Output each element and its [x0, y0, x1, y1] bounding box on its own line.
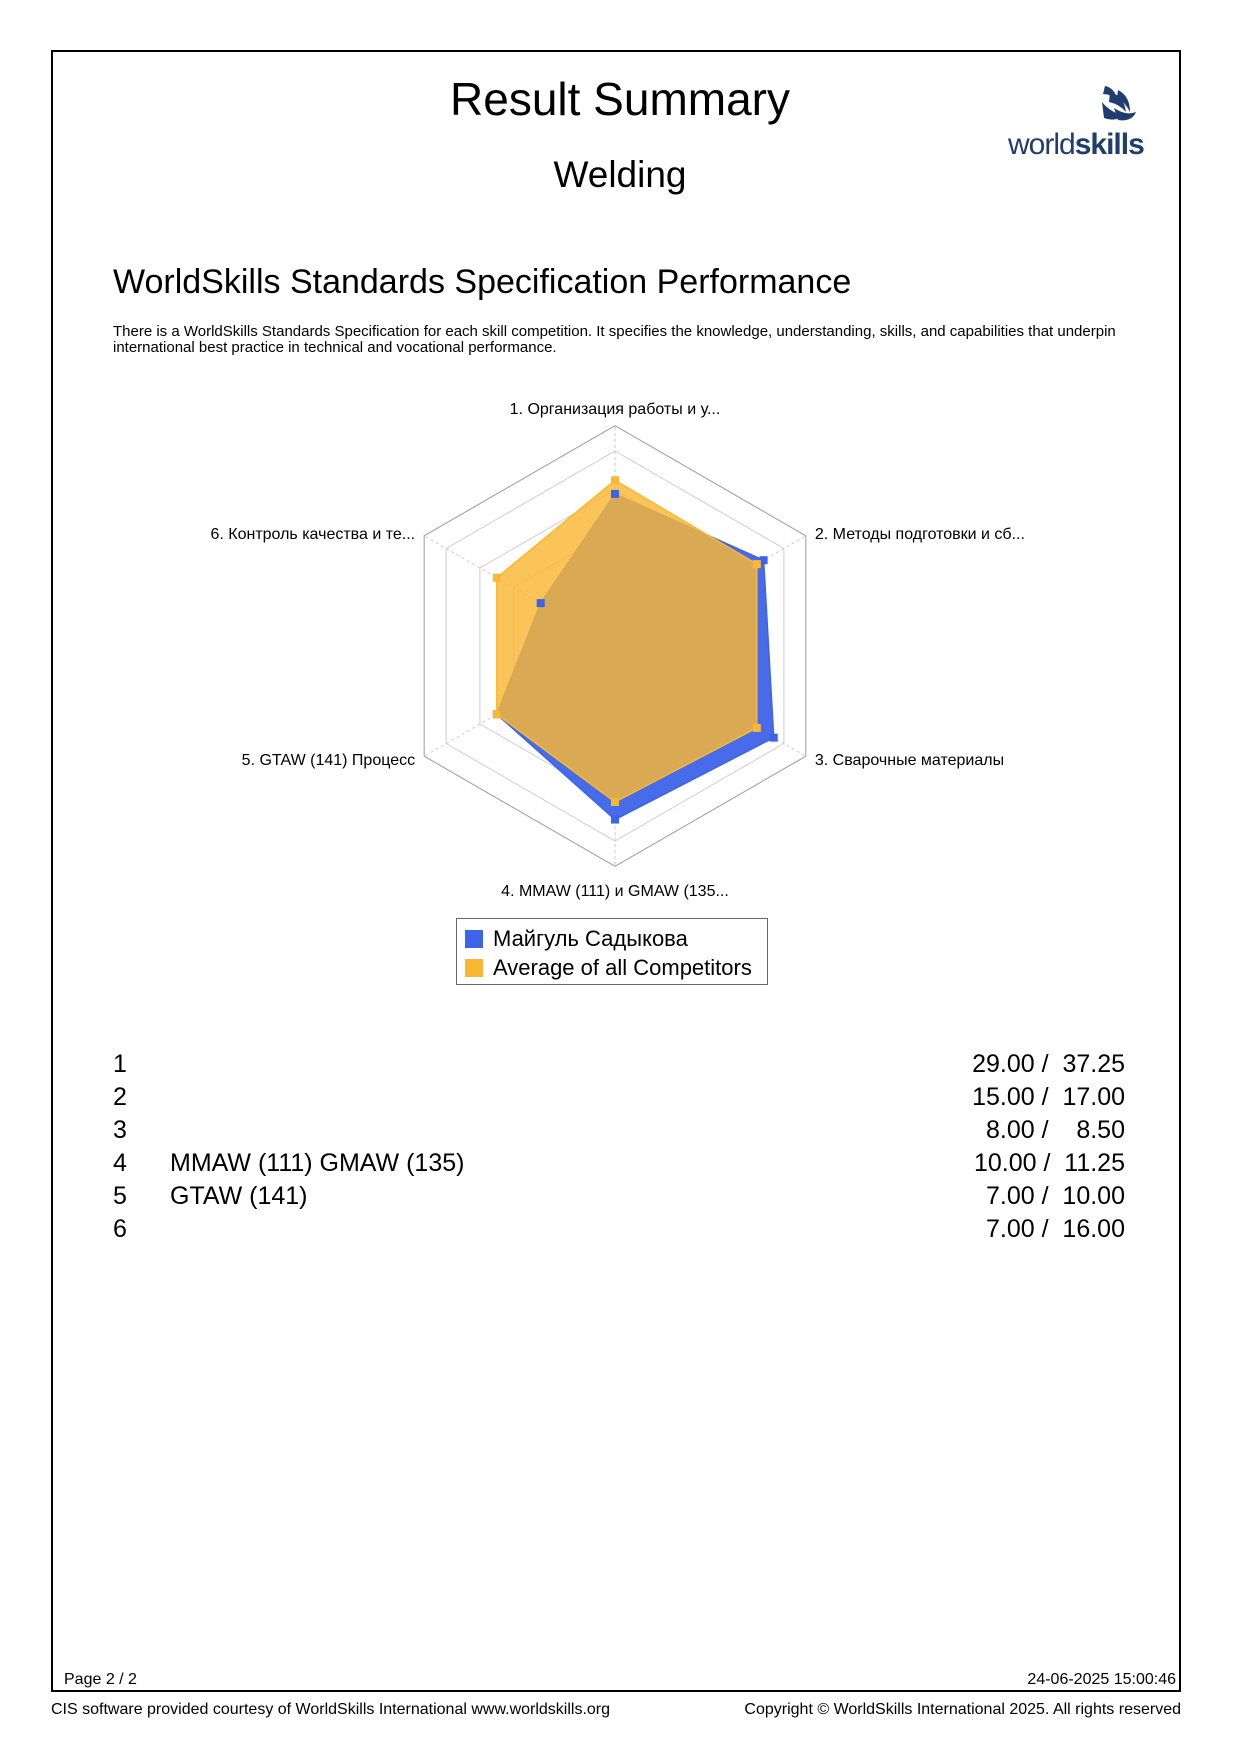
legend-item-competitor [465, 926, 688, 952]
result-score: 7.00 / 16.00 [985, 1215, 1125, 1243]
result-row [113, 1149, 1125, 1182]
legend-swatch-competitor [465, 930, 483, 948]
result-row [113, 1050, 1125, 1083]
data-point [611, 816, 619, 824]
footer-credit: CIS software provided courtesy of WorldSkills International www.worldskills.org [51, 1701, 611, 1718]
data-point [493, 574, 501, 582]
result-name: GTAW (141) [170, 1182, 308, 1210]
legend-swatch-average [465, 959, 483, 977]
section-intro: There is a WorldSkills Standards Specification for each skill competition. It specifies the knowledge, understanding, skills, and capabilities that underpin international best practice in technical and vocational performance. [113, 323, 1116, 356]
timestamp: 24-06-2025 15:00:46 [1027, 1671, 1176, 1688]
result-score: 29.00 / 37.25 [972, 1050, 1125, 1078]
axis-label: 3. Сварочные материалы [814, 752, 1005, 770]
result-score: 7.00 / 10.00 [985, 1182, 1125, 1210]
data-point [537, 599, 545, 607]
result-row [113, 1116, 1125, 1149]
data-point [753, 560, 761, 568]
axis-label: 2. Методы подготовки и сб... [814, 525, 1025, 543]
result-score: 8.00 / 8.50 [986, 1116, 1125, 1144]
results-list [113, 1050, 1125, 1248]
section-title: WorldSkills Standards Specification Performance [113, 263, 852, 301]
data-point [611, 798, 619, 806]
result-number: 1 [113, 1050, 127, 1078]
axis-label: 6. Контроль качества и те... [210, 525, 416, 543]
result-number: 2 [113, 1083, 127, 1111]
data-point [493, 710, 501, 718]
axis-label: 4. MMAW (111) и GMAW (135... [501, 883, 729, 901]
legend-label-competitor: Майгуль Садыкова [493, 926, 688, 951]
result-row [113, 1083, 1125, 1116]
result-number: 4 [113, 1149, 127, 1177]
footer-copyright: Copyright © WorldSkills International 2025. All rights reserved [744, 1701, 1181, 1718]
result-name: MMAW (111) GMAW (135) [170, 1149, 465, 1177]
chart-legend [456, 918, 768, 985]
radar-chart [0, 390, 1240, 910]
page-number: Page 2 / 2 [64, 1671, 137, 1688]
result-score: 15.00 / 17.00 [972, 1083, 1125, 1111]
result-number: 5 [113, 1182, 127, 1210]
data-point [753, 724, 761, 732]
data-point [770, 734, 778, 742]
result-row [113, 1215, 1125, 1248]
data-point [611, 490, 619, 498]
result-number: 6 [113, 1215, 127, 1243]
result-number: 3 [113, 1116, 127, 1144]
legend-label-average: Average of all Competitors [493, 955, 752, 980]
axis-label: 1. Организация работы и у... [509, 400, 721, 418]
page-title: Result Summary [450, 73, 790, 125]
result-score: 10.00 / 11.25 [973, 1149, 1125, 1177]
axis-label: 5. GTAW (141) Процесс [241, 752, 416, 770]
data-point [611, 476, 619, 484]
result-row [113, 1182, 1125, 1215]
page-subtitle: Welding [553, 154, 687, 195]
legend-item-average [465, 955, 752, 981]
worldskills-logo: worldskills [1008, 128, 1144, 161]
